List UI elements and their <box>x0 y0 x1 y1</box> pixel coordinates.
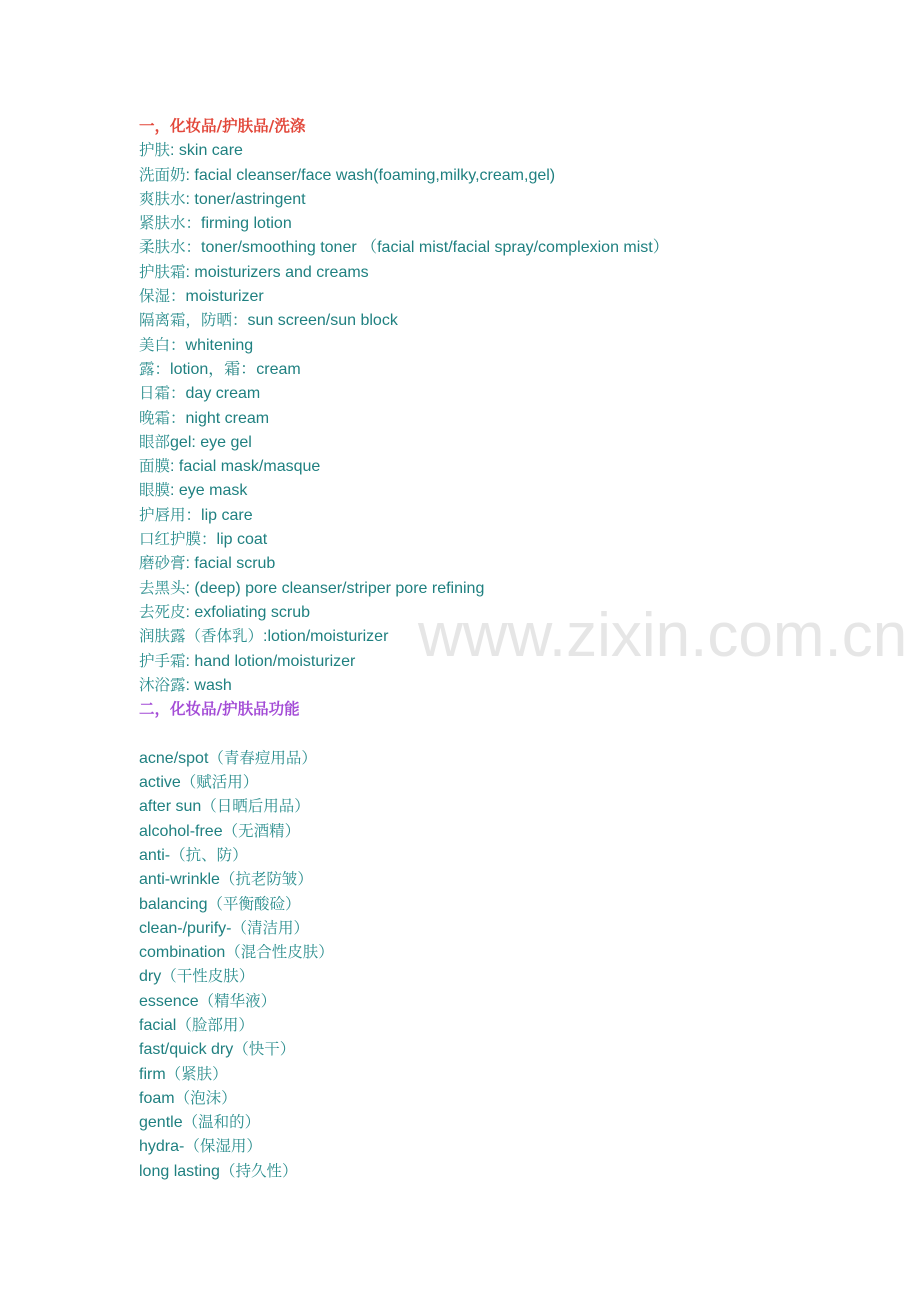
term-chinese: 保湿： <box>139 287 186 306</box>
term-chinese: （紧肤） <box>165 1064 228 1083</box>
term-separator: : <box>185 652 195 670</box>
term-separator: : <box>185 579 195 597</box>
term-english: gel: eye gel <box>170 433 252 451</box>
glossary-entry <box>139 430 839 454</box>
term-chinese: （温和的） <box>182 1113 261 1132</box>
function-entry <box>139 916 839 940</box>
term-english: anti-wrinkle <box>139 871 220 889</box>
term-chinese: （快干） <box>233 1040 296 1059</box>
term-english: after sun <box>139 798 202 816</box>
term-chinese: 去死皮 <box>139 602 186 621</box>
term-english: skin care <box>178 142 243 160</box>
glossary-entry <box>139 649 839 673</box>
function-entry <box>139 892 839 916</box>
section2-heading: 二，化妆品/护肤品功能 <box>139 700 300 719</box>
glossary-entry <box>139 357 839 381</box>
term-chinese: （持久性） <box>219 1161 298 1180</box>
term-english: hand lotion/moisturizer <box>194 652 356 670</box>
term-chinese: 晚霜： <box>139 408 186 427</box>
watermark: www.zixin.com.cn <box>418 601 908 670</box>
term-chinese: 磨砂膏 <box>139 554 186 573</box>
term-english: night cream <box>185 409 270 427</box>
term-chinese: 洗面奶 <box>139 165 186 184</box>
term-chinese: （赋活用） <box>180 773 259 792</box>
glossary-entry <box>139 551 839 575</box>
section2-list <box>139 746 839 1183</box>
term-english: moisturizer <box>185 288 264 306</box>
glossary-entry <box>139 260 839 284</box>
term-english: acne/spot <box>139 749 209 767</box>
term-chinese: 紧肤水： <box>139 214 202 233</box>
term-chinese: （泡沫） <box>174 1088 237 1107</box>
term-english: facial mask/masque <box>178 458 321 476</box>
function-entry <box>139 1086 839 1110</box>
term-separator: : <box>170 142 179 160</box>
term-english: lotion/moisturizer <box>267 628 389 646</box>
term-chinese: 眼部 <box>139 432 171 451</box>
term-chinese: 护手霜 <box>139 651 186 670</box>
term-separator: : <box>185 676 195 694</box>
term-chinese: （无酒精） <box>222 821 301 840</box>
term-english: lip coat <box>216 531 268 549</box>
term-english: clean-/purify- <box>139 919 232 937</box>
term-separator: : <box>185 603 195 621</box>
term-chinese: （清洁用） <box>231 918 309 937</box>
document-body <box>139 114 839 1183</box>
glossary-entry <box>139 211 839 235</box>
term-english: firming lotion <box>201 215 292 233</box>
term-english: facial <box>139 1016 177 1034</box>
function-entry <box>139 867 839 891</box>
term-english: toner/astringent <box>194 190 306 208</box>
term-chinese: （干性皮肤） <box>161 967 255 986</box>
term-english: fast/quick dry <box>139 1041 234 1059</box>
term-english: (deep) pore cleanser/striper pore refining <box>194 579 485 597</box>
glossary-entry <box>139 503 839 527</box>
term-english: whitening <box>185 336 254 354</box>
glossary-entry <box>139 576 839 600</box>
term-english: lip care <box>201 506 253 524</box>
glossary-entry <box>139 235 839 259</box>
glossary-entry <box>139 527 839 551</box>
glossary-entry <box>139 600 839 624</box>
term-chinese: 隔离霜，防晒： <box>139 311 248 330</box>
term-chinese: （青春痘用品） <box>208 748 317 767</box>
term-separator: : <box>170 482 179 500</box>
term-english: long lasting <box>139 1162 220 1180</box>
function-entry <box>139 794 839 818</box>
function-entry <box>139 1159 839 1183</box>
term-chinese: （保湿用） <box>184 1137 262 1156</box>
term-separator: : <box>185 555 195 573</box>
function-entry <box>139 770 839 794</box>
term-separator: : <box>170 458 179 476</box>
glossary-entry <box>139 187 839 211</box>
term-english: gentle <box>139 1114 183 1132</box>
term-chinese: （平衡酸硷） <box>207 894 301 913</box>
term-english: moisturizers and creams <box>194 263 369 281</box>
glossary-entry <box>139 333 839 357</box>
term-english: firm <box>139 1065 166 1083</box>
function-entry <box>139 843 839 867</box>
term-chinese: （抗、防） <box>170 845 248 864</box>
function-entry <box>139 819 839 843</box>
term-english: alcohol-free <box>139 822 223 840</box>
glossary-entry <box>139 406 839 430</box>
term-chinese: 润肤露（香体乳） <box>139 627 264 646</box>
glossary-entry <box>139 454 839 478</box>
term-chinese: （脸部用） <box>176 1015 254 1034</box>
term-chinese: 护肤 <box>139 141 171 160</box>
term-chinese: 沐浴露 <box>139 675 186 694</box>
term-separator: : <box>185 166 195 184</box>
function-entry <box>139 1134 839 1158</box>
term-chinese: 护肤霜 <box>139 262 186 281</box>
term-english: day cream <box>185 385 261 403</box>
glossary-entry <box>139 673 839 697</box>
term-english: facial scrub <box>194 555 276 573</box>
term-chinese: 眼膜 <box>139 481 171 500</box>
section1-heading: 一，化妆品/护肤品/洗涤 <box>139 117 306 135</box>
term-english: anti- <box>139 846 171 864</box>
term-chinese: 日霜： <box>139 384 186 403</box>
term-chinese: 护唇用： <box>139 505 202 524</box>
term-english: exfoliating scrub <box>194 603 311 621</box>
spacer <box>139 721 839 745</box>
function-entry <box>139 1062 839 1086</box>
term-english: dry <box>139 968 162 986</box>
term-english: toner/smoothing toner （facial mist/facial spray/complexion mist） <box>201 239 669 257</box>
term-chinese: （混合性皮肤） <box>225 943 334 962</box>
glossary-entry <box>139 308 839 332</box>
term-english: sun screen/sun block <box>247 312 398 330</box>
term-english: combination <box>139 944 226 962</box>
function-entry <box>139 1037 839 1061</box>
term-english: lotion，霜：cream <box>170 360 301 378</box>
function-entry <box>139 746 839 770</box>
term-english: foam <box>139 1089 175 1107</box>
section1-list <box>139 138 839 697</box>
function-entry <box>139 940 839 964</box>
glossary-entry <box>139 478 839 502</box>
term-separator: : <box>185 190 195 208</box>
term-english: active <box>139 774 181 792</box>
glossary-entry <box>139 381 839 405</box>
term-chinese: 爽肤水 <box>139 189 186 208</box>
term-english: hydra- <box>139 1138 185 1156</box>
term-chinese: 露： <box>139 359 171 378</box>
term-english: wash <box>194 676 232 694</box>
term-english: facial cleanser/face wash(foaming,milky,cream,gel) <box>194 166 556 184</box>
term-chinese: 口红护膜： <box>139 530 217 549</box>
glossary-entry <box>139 138 839 162</box>
glossary-entry <box>139 624 839 648</box>
term-chinese: 面膜 <box>139 457 171 476</box>
function-entry <box>139 1110 839 1134</box>
glossary-entry <box>139 163 839 187</box>
term-chinese: 柔肤水： <box>139 238 202 257</box>
term-english: eye mask <box>178 482 248 500</box>
term-chinese: （日晒后用品） <box>201 797 310 816</box>
term-english: essence <box>139 992 199 1010</box>
term-english: balancing <box>139 895 208 913</box>
glossary-entry <box>139 284 839 308</box>
function-entry <box>139 1013 839 1037</box>
function-entry <box>139 964 839 988</box>
term-chinese: 去黑头 <box>139 578 186 597</box>
term-separator: : <box>185 263 195 281</box>
term-chinese: 美白： <box>139 335 186 354</box>
function-entry <box>139 989 839 1013</box>
term-chinese: （精华液） <box>198 991 277 1010</box>
term-separator: : <box>263 628 268 646</box>
term-chinese: （抗老防皱） <box>219 870 313 889</box>
